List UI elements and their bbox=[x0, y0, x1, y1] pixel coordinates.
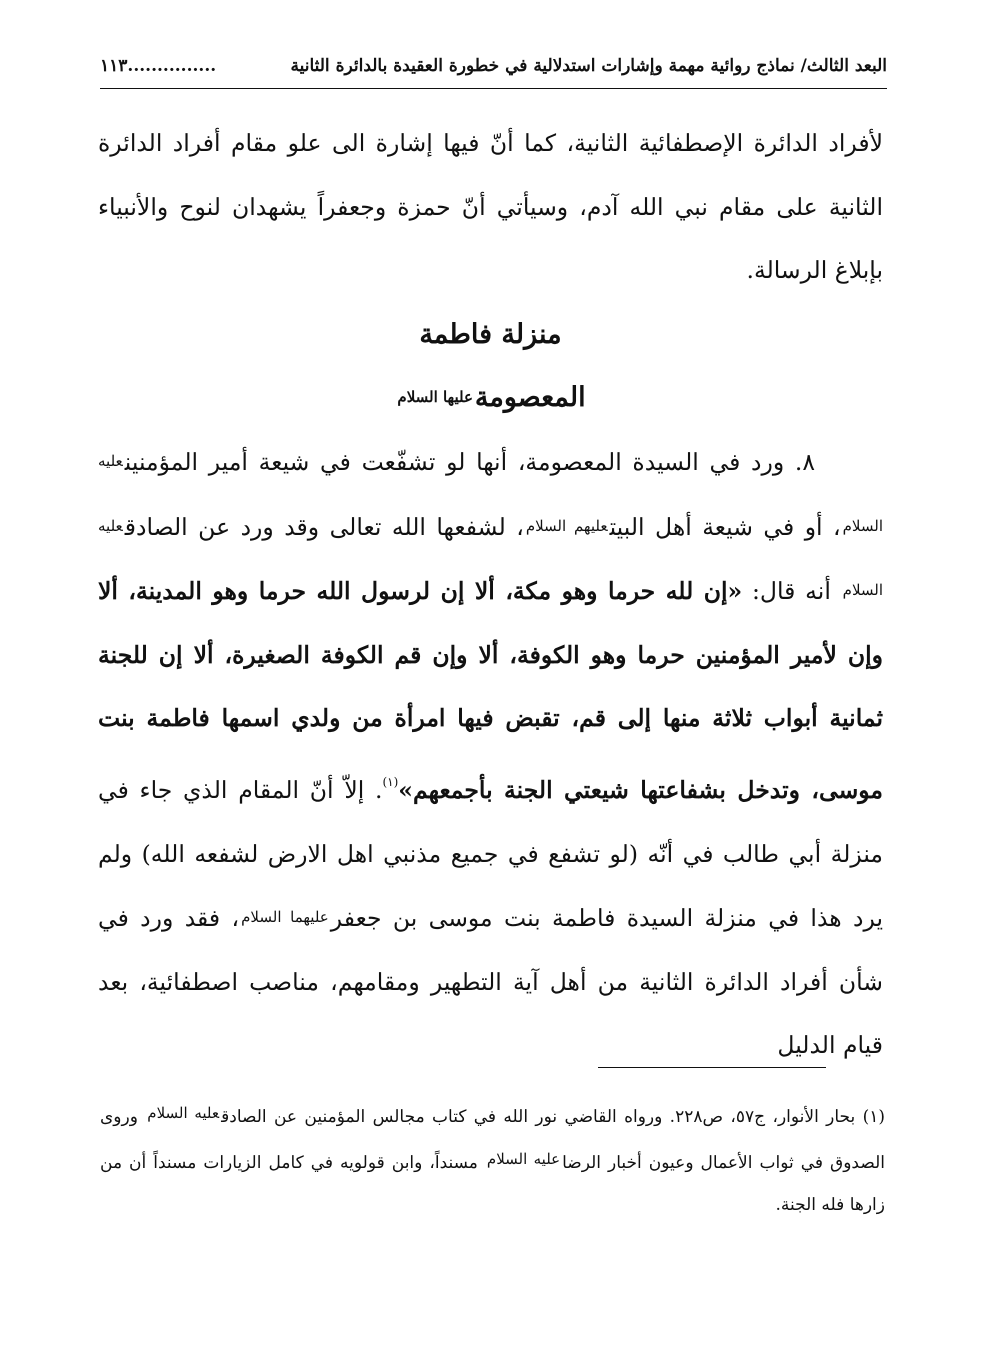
text-run: ، فقد ورد في شأن أفراد الدائرة الثانية من أهل آية التطهير ومقامهم، مناصب اصطفائية، بعد قيام الدليل bbox=[98, 904, 883, 1060]
page-number: ١١٣ bbox=[100, 56, 128, 76]
footnote-1 bbox=[100, 1092, 885, 1226]
text-run: ٨. ورد في السيدة المعصومة، أنها لو تشفّعت في شيعة أمير المؤمنين bbox=[124, 447, 815, 476]
text-run: . إلاّ أنّ المقام الذي جاء في منزلة أبي طالب في أنّه (لو تشفع في جميع مذنبي اهل الارض لشفعه الله) ولم يرد هذا في منزلة السيدة فاطمة بنت موسى بن جعفر bbox=[98, 775, 884, 933]
header-divider bbox=[100, 88, 887, 89]
footnotes bbox=[100, 1092, 885, 1226]
footnote-divider bbox=[598, 1067, 826, 1068]
text-run: وروى الصدوق في ثواب الأعمال وعيون أخبار الرضا bbox=[100, 1107, 885, 1173]
running-header bbox=[100, 46, 887, 86]
hadith-quote: «إن لله حرما وهو مكة، ألا إن لرسول الله حرما وهو المدينة، ألا وإن لأمير المؤمنين حرما وهو الكوفة، ألا وإن قم الكوفة الصغيرة، ألا إن للجنة ثمانية أبواب ثلاثة منها إلى قم، تقبض فيها امرأة من ولدي اسمها فاطمة بنت موسى، وتدخل بشفاعتها شيعتي الجنة بأجمعهم» bbox=[98, 577, 883, 804]
section-heading-line2 bbox=[98, 366, 883, 430]
honorific-symbol: عليهم السلام bbox=[525, 516, 608, 535]
honorific-symbol: عليه السلام bbox=[147, 1104, 220, 1122]
text-run: مسنداً، وابن قولويه في كامل الزيارات مسنداً أن من زارها فله الجنة. bbox=[100, 1153, 885, 1215]
honorific-symbol: عليها السلام bbox=[397, 388, 473, 407]
text-run: (١) بحار الأنوار، ج٥٧، ص٢٢٨. ورواه القاضي نور الله في كتاب مجالس المؤمنين عن الصادق bbox=[221, 1107, 885, 1127]
text-run: ، لشفعها الله تعالى وقد ورد عن الصادق bbox=[124, 512, 524, 541]
footnote-reference: (١) bbox=[382, 774, 399, 789]
honorific-symbol: عليه السلام bbox=[98, 451, 883, 535]
section-heading-line1: منزلة فاطمة bbox=[419, 318, 562, 350]
paragraph-1: لأفراد الدائرة الإصطفائية الثانية، كما أنّ فيها إشارة الى علو مقام أفراد الدائرة الثانية على مقام نبي الله آدم، وسيأتي أنّ حمزة وجعفراً يشهدان لنوح والأنبياء بإبلاغ الرسالة. bbox=[98, 129, 883, 285]
main-text bbox=[98, 112, 883, 1078]
header-page bbox=[100, 56, 216, 76]
header-title: البعد الثالث/ نماذج روائية مهمة وإشارات استدلالية في خطورة العقيدة بالدائرة الثانية bbox=[290, 56, 887, 76]
paragraph-2 bbox=[98, 430, 883, 1078]
honorific-symbol: عليه السلام bbox=[486, 1150, 561, 1168]
header-dots: ............... bbox=[127, 56, 217, 76]
heading-word: المعصومة bbox=[474, 382, 586, 414]
text-run: أنه قال: bbox=[742, 577, 841, 606]
honorific-symbol: عليه السلام bbox=[98, 516, 884, 600]
honorific-symbol: عليهما السلام bbox=[241, 908, 329, 927]
text-run: ، أو في شيعة أهل البيت bbox=[609, 512, 841, 541]
